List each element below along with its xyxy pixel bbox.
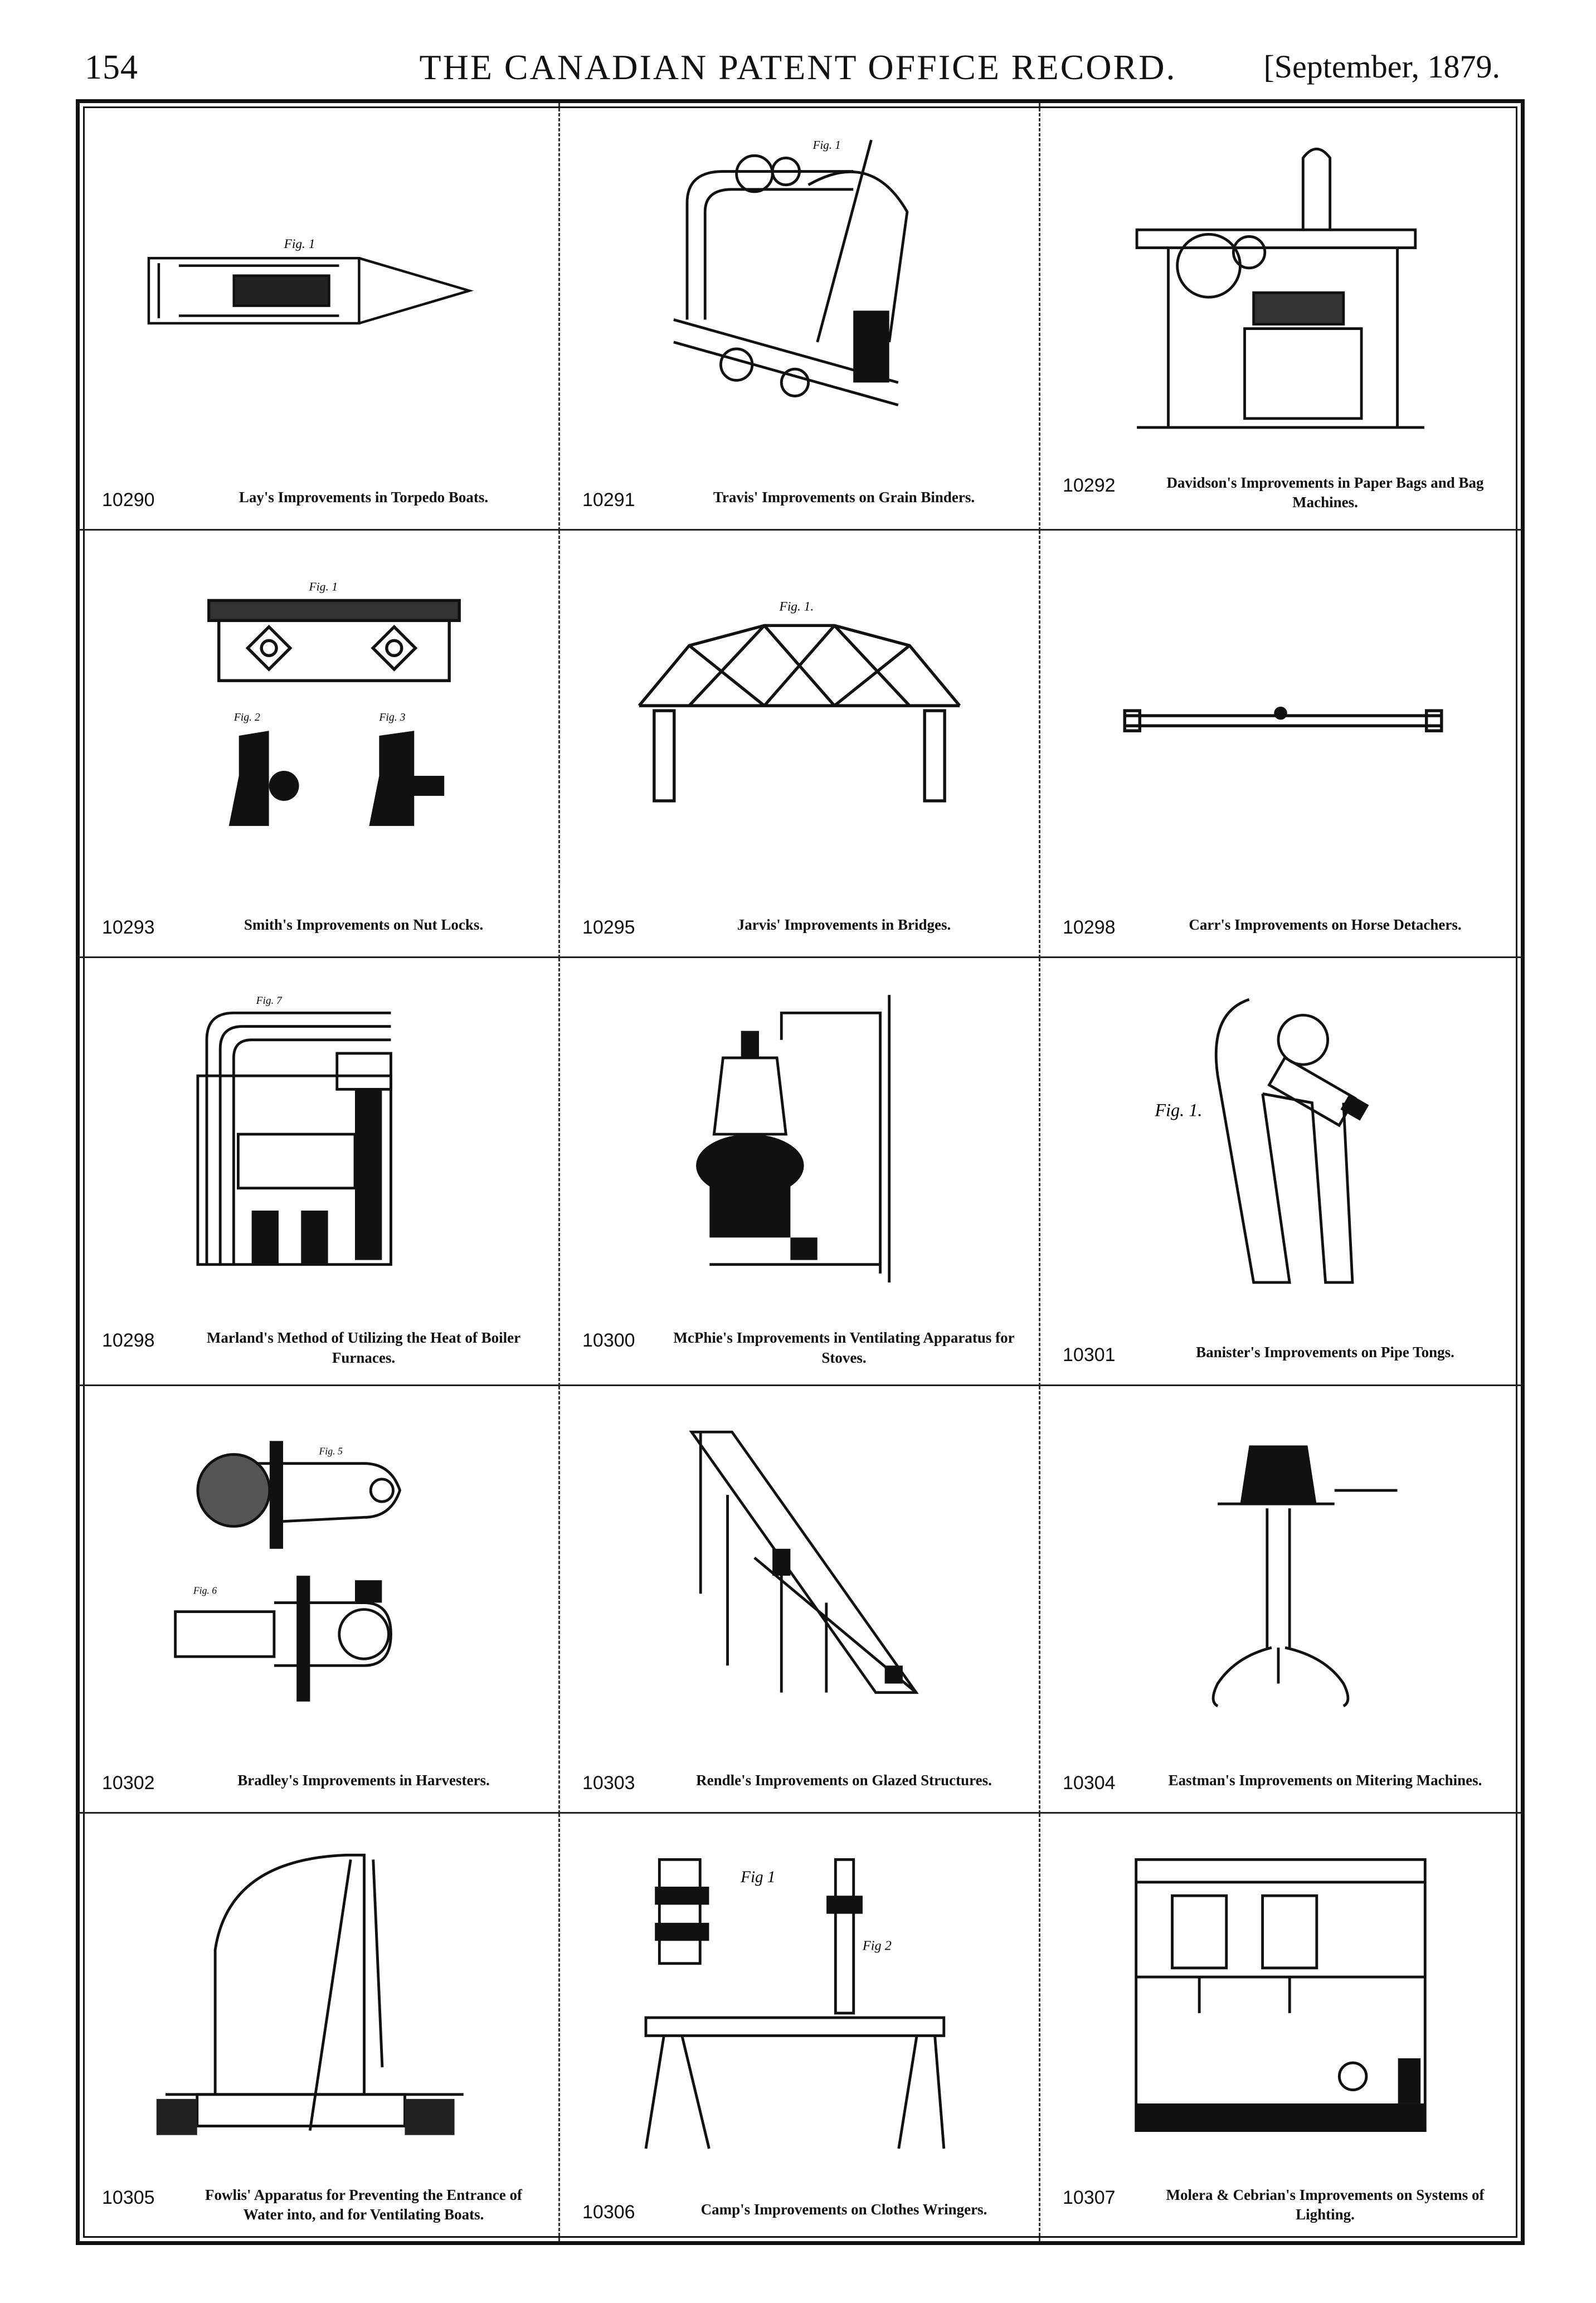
patent-caption (102, 1771, 542, 1795)
patent-caption (102, 915, 542, 940)
patent-title: Camp's Improvements on Clothes Wringers. (700, 2200, 987, 2218)
patent-title: Carr's Improvements on Horse Detachers. (1189, 916, 1462, 934)
running-head (0, 0, 1596, 89)
stove-ventilator-icon (599, 986, 1000, 1300)
patent-caption (582, 2200, 1022, 2224)
fig-label: Fig. 5 (319, 1445, 343, 1457)
lighting-system-icon (1079, 1842, 1482, 2158)
patent-caption (1063, 473, 1504, 512)
patent-cell (560, 1814, 1040, 2241)
patent-number: 10292 (1063, 475, 1116, 496)
patent-number: 10301 (1063, 1344, 1116, 1366)
patent-cell (1040, 1386, 1521, 1814)
torpedo-boat-icon (119, 131, 519, 445)
patent-caption (1063, 1343, 1504, 1367)
patent-number: 10306 (582, 2201, 635, 2223)
patent-caption (1063, 2185, 1504, 2224)
bag-machine-icon (1079, 131, 1482, 445)
patent-cell (560, 1386, 1040, 1814)
patent-caption (102, 2185, 542, 2224)
fig-label: Fig. 7 (256, 995, 282, 1007)
patent-cell (80, 958, 560, 1386)
boat-ventilator-icon (119, 1842, 519, 2158)
patent-cell (560, 531, 1040, 958)
patent-caption (582, 488, 1022, 512)
fig-label: Fig. 1. (1155, 1100, 1203, 1121)
patent-number: 10302 (102, 1772, 155, 1794)
patent-number: 10300 (582, 1330, 635, 1352)
patent-number: 10295 (582, 917, 635, 939)
patent-title: Lay's Improvements in Torpedo Boats. (239, 489, 489, 506)
patent-number: 10305 (102, 2187, 155, 2208)
boiler-furnace-icon (119, 986, 519, 1300)
patent-number: 10298 (102, 1330, 155, 1352)
patent-number: 10307 (1063, 2187, 1116, 2208)
patent-number: 10290 (102, 489, 155, 511)
pipe-tongs-icon (1079, 986, 1482, 1300)
patent-cell (1040, 531, 1521, 958)
fig-label: Fig 1 (741, 1868, 776, 1886)
patent-cell (80, 1814, 560, 2241)
patent-caption (1063, 1771, 1504, 1795)
patent-number: 10291 (582, 489, 635, 511)
patent-caption (102, 1328, 542, 1367)
fig-label: Fig. 1 (284, 237, 315, 252)
patent-cell (80, 103, 560, 531)
patent-caption (1063, 915, 1504, 940)
patent-caption (582, 1328, 1022, 1367)
patent-title: Travis' Improvements on Grain Binders. (713, 489, 975, 506)
patent-caption (102, 488, 542, 512)
patent-number: 10293 (102, 917, 155, 939)
journal-title: THE CANADIAN PATENT OFFICE RECORD. (419, 47, 1177, 87)
patent-cell (560, 958, 1040, 1386)
fig-label: Fig. 1. (779, 599, 814, 614)
patent-title: Rendle's Improvements on Glazed Structures. (696, 1771, 992, 1789)
fig-label: Fig 2 (862, 1938, 892, 1954)
patent-cell (1040, 1814, 1521, 2241)
patent-title: Jarvis' Improvements in Bridges. (737, 916, 951, 934)
fig-label: Fig. 3 (379, 711, 406, 724)
patent-cell (1040, 958, 1521, 1386)
patent-title: McPhie's Improvements in Ventilating Apparatus for Stoves. (673, 1329, 1015, 1366)
horse-detacher-icon (1079, 558, 1482, 873)
patent-title: Marland's Method of Utilizing the Heat of Boiler Furnaces. (206, 1329, 521, 1366)
issue-date: [September, 1879. (1263, 48, 1500, 85)
patent-cell (80, 531, 560, 958)
patent-title: Banister's Improvements on Pipe Tongs. (1196, 1344, 1454, 1361)
grain-binder-icon (599, 131, 1000, 445)
fig-label: Fig. 1 (812, 138, 841, 152)
fig-label: Fig. 2 (233, 711, 260, 724)
patent-title: Davidson's Improvements in Paper Bags and Bag Machines. (1166, 474, 1484, 511)
patent-cell (80, 1386, 560, 1814)
patent-title: Eastman's Improvements on Mitering Machines. (1168, 1771, 1482, 1789)
fig-label: Fig. 1 (309, 580, 338, 594)
patent-title: Fowlis' Apparatus for Preventing the Entrance of Water into, and for Ventilating Boats. (205, 2186, 522, 2223)
page-number: 154 (85, 48, 138, 86)
patent-grid (80, 103, 1521, 2241)
glazed-structure-icon (599, 1414, 1000, 1728)
fig-label: Fig. 6 (193, 1584, 217, 1596)
patent-caption (582, 915, 1022, 940)
clothes-wringer-icon (599, 1842, 1000, 2158)
patent-number: 10304 (1063, 1772, 1116, 1794)
patent-caption (582, 1771, 1022, 1795)
patent-plate (76, 99, 1525, 2245)
patent-title: Molera & Cebrian's Improvements on Systems of Lighting. (1166, 2186, 1485, 2223)
patent-cell (1040, 103, 1521, 531)
patent-title: Bradley's Improvements in Harvesters. (237, 1771, 490, 1789)
patent-number: 10303 (582, 1772, 635, 1794)
nut-lock-icon (119, 558, 519, 873)
truss-bridge-icon (599, 558, 1000, 873)
patent-title: Smith's Improvements on Nut Locks. (244, 916, 484, 934)
patent-cell (560, 103, 1040, 531)
mitering-machine-icon (1079, 1414, 1482, 1728)
patent-number: 10298 (1063, 917, 1116, 939)
harvester-icon (119, 1414, 519, 1728)
